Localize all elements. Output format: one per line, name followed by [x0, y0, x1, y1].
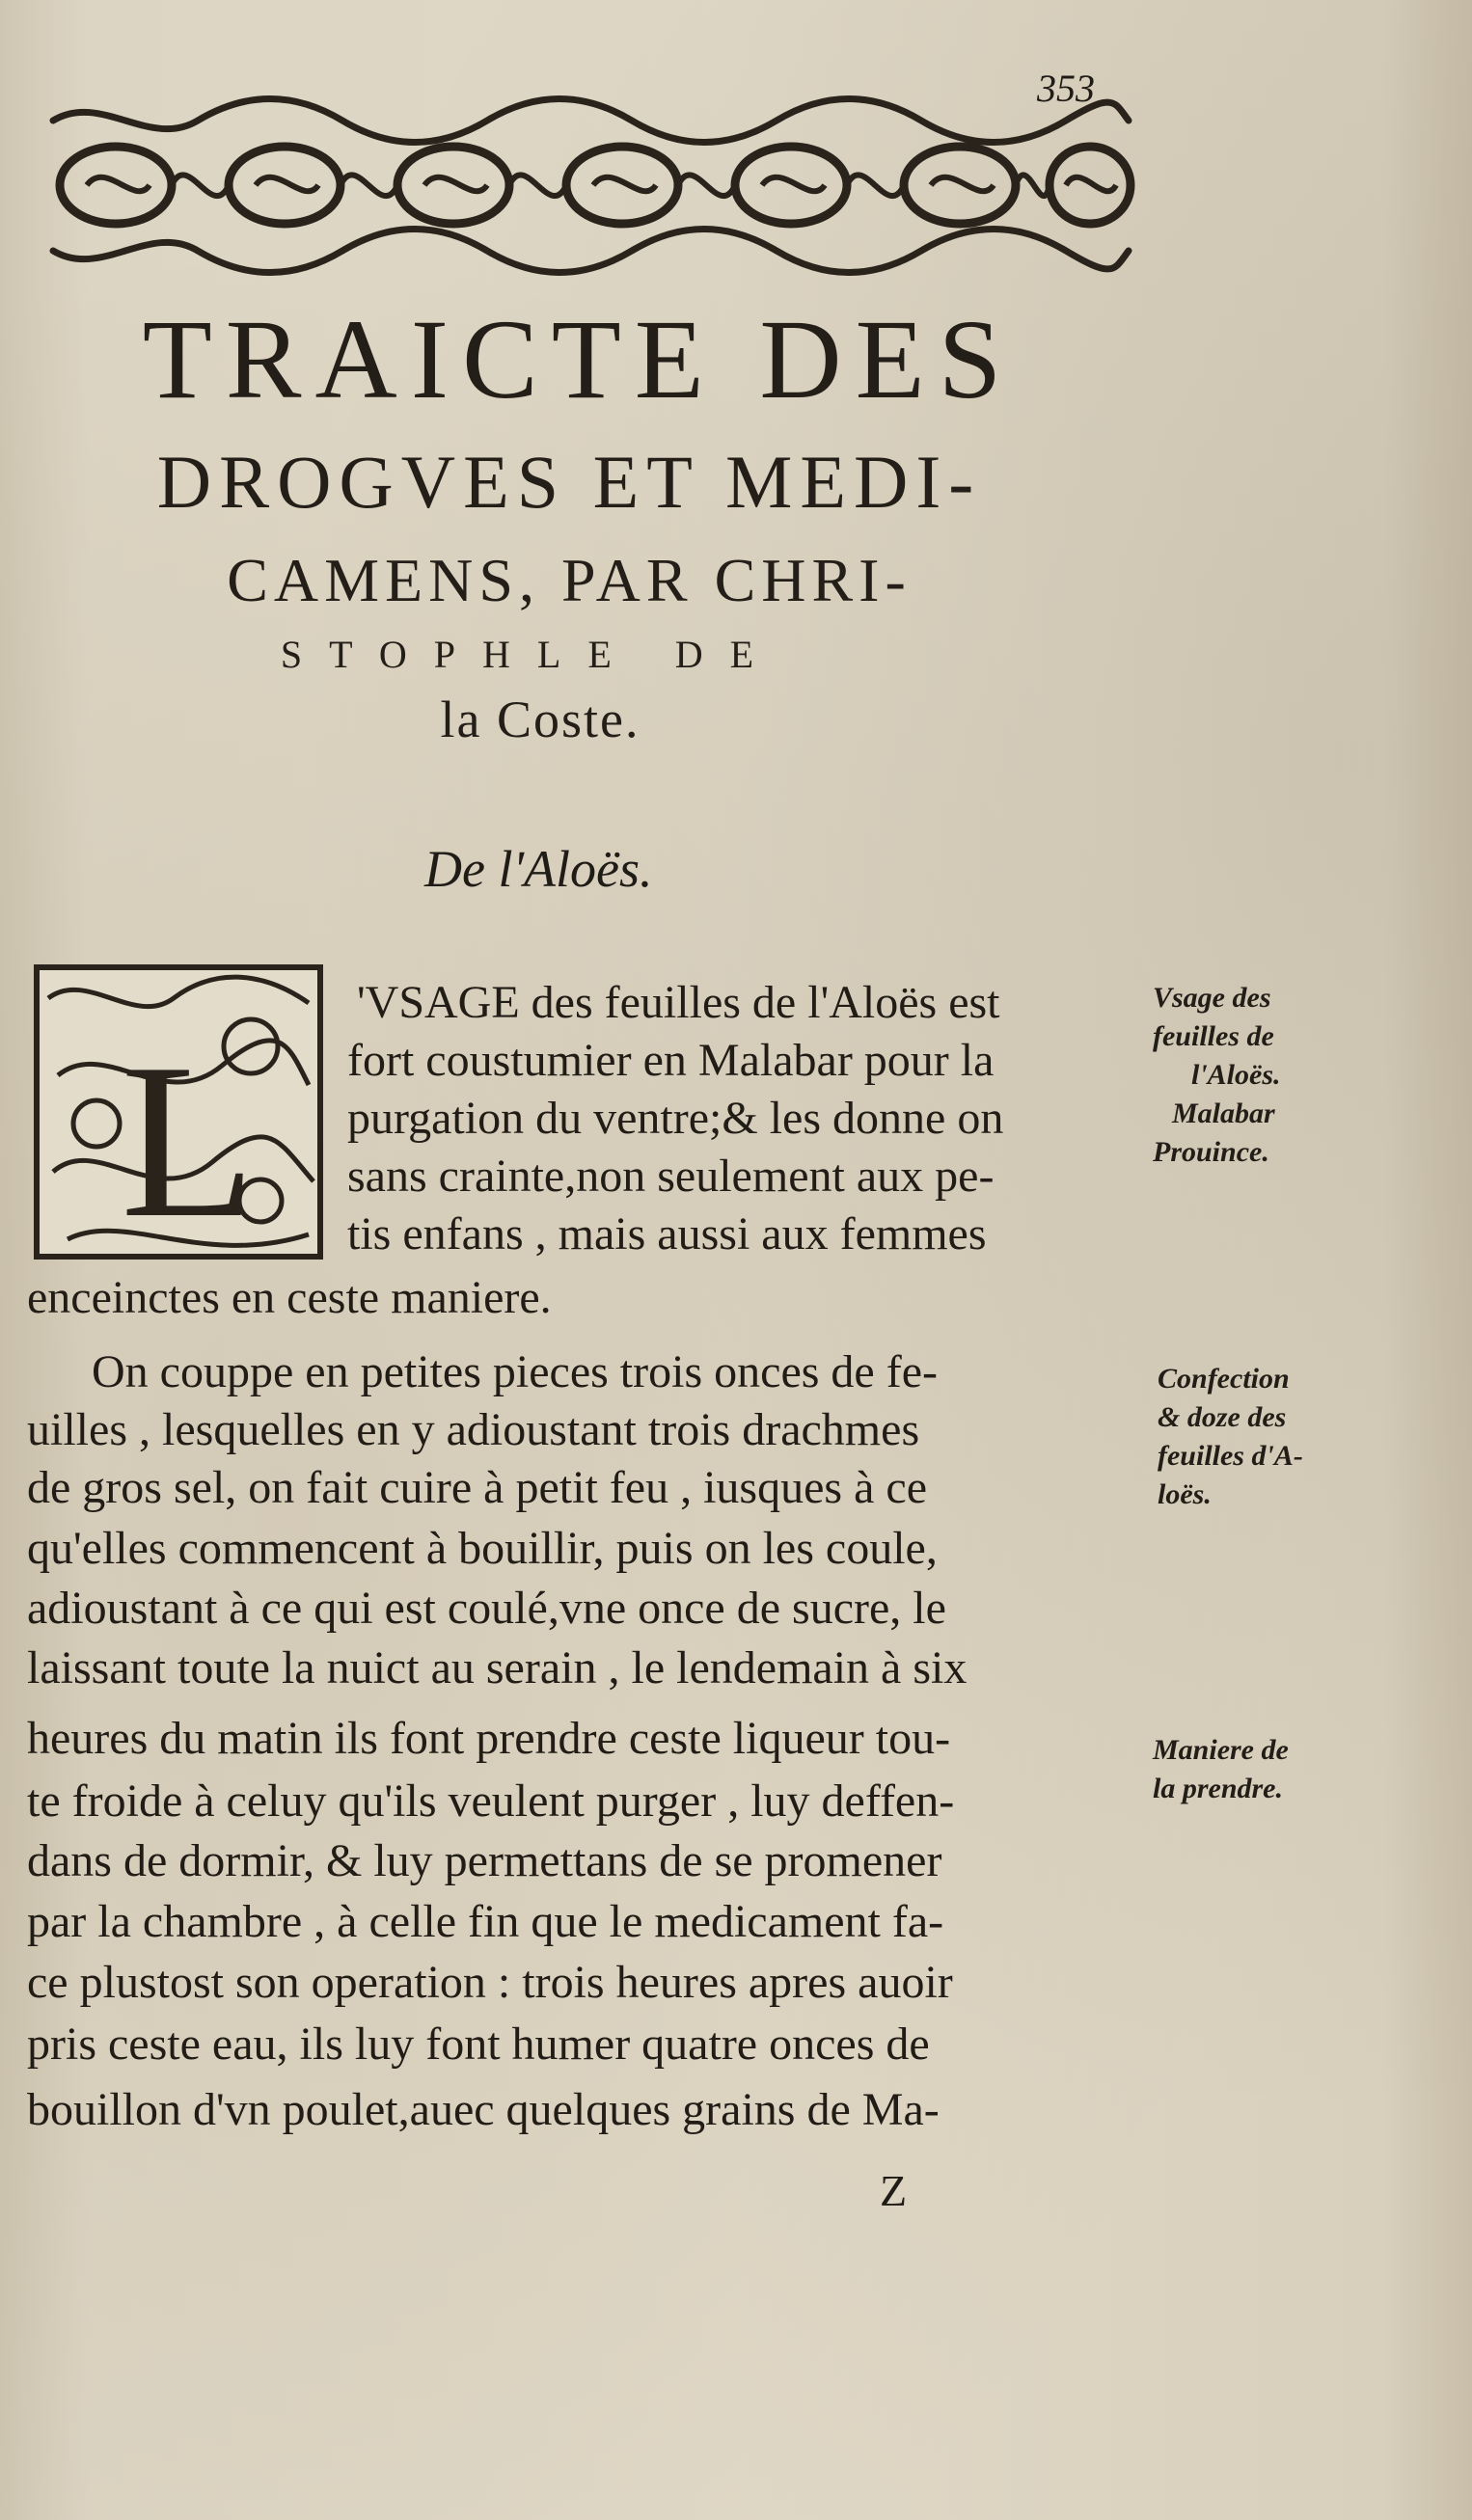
- margin-note-line: Confection: [1158, 1363, 1290, 1395]
- body-line: purgation du ventre;& les donne on: [347, 1093, 1004, 1144]
- margin-note-line: Vsage des: [1153, 982, 1271, 1014]
- body-line: te froide à celuy qu'ils veulent purger , luy deffen-: [27, 1775, 955, 1827]
- margin-note-line: l'Aloës.: [1191, 1059, 1281, 1091]
- margin-note-line: la prendre.: [1153, 1773, 1283, 1804]
- body-line: adioustant à ce qui est coulé,vne once de sucre, le: [27, 1583, 946, 1634]
- margin-note-line: & doze des: [1158, 1401, 1287, 1433]
- title-line-4: STOPHLE DE: [280, 633, 781, 676]
- ornamental-headpiece: [43, 92, 1138, 280]
- page-number: 353: [1037, 67, 1095, 110]
- body-line: de gros sel, on fait cuire à petit feu , iusques à ce: [27, 1462, 927, 1513]
- decorated-initial-icon: [29, 960, 328, 1278]
- margin-note-line: Malabar: [1172, 1097, 1275, 1129]
- margin-note-line: feuilles de: [1153, 1020, 1274, 1052]
- body-line: laissant toute la nuict au serain , le lendemain à six: [27, 1642, 968, 1694]
- body-line: sans crainte,non seulement aux pe-: [347, 1151, 995, 1202]
- margin-note: [1153, 1731, 1384, 1808]
- margin-note-line: Maniere de: [1153, 1734, 1289, 1766]
- body-line: On couppe en petites pieces trois onces de fe-: [92, 1346, 939, 1397]
- body-line: par la chambre , à celle fin que le medicament fa-: [27, 1896, 944, 1947]
- body-line: dans de dormir, & luy permettans de se promener: [27, 1835, 942, 1886]
- body-line: uilles , lesquelles en y adioustant trois drachmes: [27, 1404, 920, 1455]
- body-line: heures du matin ils font prendre ceste liqueur tou-: [27, 1713, 951, 1764]
- margin-note-line: loës.: [1158, 1478, 1212, 1510]
- body-line: bouillon d'vn poulet,auec quelques grains de Ma-: [27, 2084, 940, 2135]
- section-heading: De l'Aloës.: [424, 840, 653, 898]
- body-line: qu'elles commencent à bouillir, puis on les coule,: [27, 1523, 938, 1574]
- title-line-1: TRAICTE DES: [142, 296, 1016, 422]
- drop-cap-letter: L: [121, 1017, 257, 1263]
- signature-mark: Z: [880, 2166, 908, 2215]
- body-line: 'VSAGE des feuilles de l'Aloës est: [357, 977, 1000, 1028]
- body-line: tis enfans , mais aussi aux femmes: [347, 1208, 987, 1260]
- margin-note: [1158, 1360, 1389, 1514]
- body-line: enceinctes en ceste maniere.: [27, 1272, 552, 1323]
- margin-note: [1153, 979, 1384, 1172]
- title-line-3: CAMENS, PAR CHRI-: [227, 546, 912, 614]
- body-line: fort coustumier en Malabar pour la: [347, 1035, 995, 1086]
- body-line: pris ceste eau, ils luy font humer quatre onces de: [27, 2019, 930, 2070]
- body-line: ce plustost son operation : trois heures apres auoir: [27, 1957, 953, 2008]
- title-line-5: la Coste.: [440, 691, 641, 748]
- title-line-2: DROGVES ET MEDI-: [156, 440, 982, 524]
- margin-note-line: feuilles d'A-: [1158, 1440, 1303, 1472]
- margin-note-line: Prouince.: [1153, 1136, 1269, 1168]
